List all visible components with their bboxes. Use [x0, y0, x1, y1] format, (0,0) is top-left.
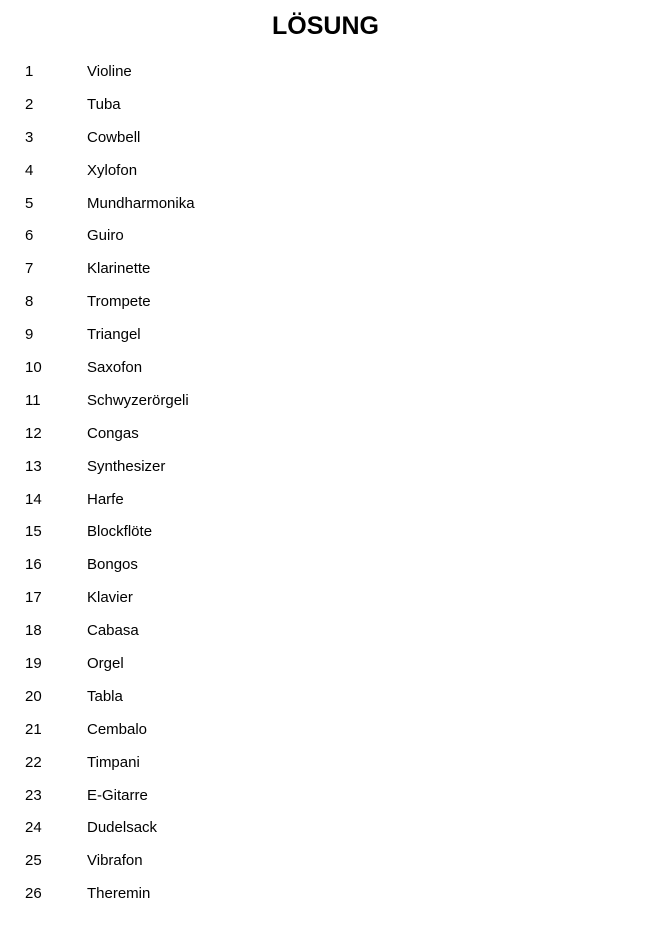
item-name: Klarinette [87, 260, 151, 278]
list-item [0, 388, 651, 421]
item-number: 19 [25, 655, 42, 673]
list-item [0, 289, 651, 322]
list-item [0, 158, 651, 191]
item-number: 21 [25, 720, 42, 738]
item-number: 6 [25, 227, 34, 245]
list-item [0, 618, 651, 651]
item-number: 16 [25, 556, 42, 574]
list-item [0, 848, 651, 881]
item-number: 22 [25, 753, 42, 771]
item-name: Orgel [87, 655, 124, 673]
list-item [0, 651, 651, 684]
item-number: 4 [25, 161, 34, 179]
item-name: Guiro [87, 227, 124, 245]
item-number: 25 [25, 852, 42, 870]
list-item [0, 684, 651, 717]
list-item [0, 355, 651, 388]
item-number: 12 [25, 424, 42, 442]
item-name: Timpani [87, 753, 140, 771]
item-name: Theremin [87, 885, 151, 903]
item-name: Vibrafon [87, 852, 143, 870]
item-name: Tabla [87, 687, 123, 705]
item-name: Dudelsack [87, 819, 158, 837]
item-number: 8 [25, 293, 34, 311]
list-item [0, 585, 651, 618]
list-item [0, 223, 651, 256]
item-number: 13 [25, 457, 42, 475]
list-item [0, 519, 651, 552]
item-number: 23 [25, 786, 42, 804]
item-name: Trompete [87, 293, 151, 311]
item-number: 9 [25, 326, 34, 344]
item-number: 1 [25, 63, 34, 80]
list-item [0, 92, 651, 125]
item-name: Saxofon [87, 359, 143, 377]
item-number: 14 [25, 490, 42, 508]
item-number: 2 [25, 95, 34, 113]
item-name: Klavier [87, 589, 133, 607]
item-name: Cembalo [87, 720, 148, 738]
item-number: 26 [25, 885, 42, 903]
list-item [0, 750, 651, 783]
item-name: Cowbell [87, 128, 141, 146]
item-number: 20 [25, 687, 42, 705]
item-name: Violine [87, 63, 132, 80]
item-number: 10 [25, 359, 42, 377]
list-item [0, 421, 651, 454]
list-item [0, 487, 651, 520]
item-name: Synthesizer [87, 457, 166, 475]
item-number: 7 [25, 260, 34, 278]
list-item [0, 256, 651, 289]
list-item [0, 191, 651, 224]
list-item [0, 322, 651, 355]
item-name: Harfe [87, 490, 124, 508]
list-item [0, 125, 651, 158]
item-number: 15 [25, 523, 42, 541]
page-title: LÖSUNG [272, 12, 379, 40]
item-name: E-Gitarre [87, 786, 148, 804]
item-name: Congas [87, 424, 139, 442]
solution-list [0, 59, 651, 914]
item-number: 11 [25, 391, 41, 409]
item-name: Schwyzerörgeli [87, 391, 189, 409]
item-name: Xylofon [87, 161, 138, 179]
list-item [0, 717, 651, 750]
list-item [0, 881, 651, 914]
item-name: Tuba [87, 95, 121, 113]
list-item [0, 552, 651, 585]
item-number: 24 [25, 819, 42, 837]
item-number: 5 [25, 194, 34, 212]
item-name: Bongos [87, 556, 138, 574]
item-name: Cabasa [87, 622, 139, 640]
list-item [0, 454, 651, 487]
list-item [0, 59, 651, 92]
item-name: Mundharmonika [87, 194, 195, 212]
item-name: Triangel [87, 326, 141, 344]
item-number: 3 [25, 128, 34, 146]
list-item [0, 815, 651, 848]
item-number: 18 [25, 622, 42, 640]
list-item [0, 783, 651, 816]
item-name: Blockflöte [87, 523, 153, 541]
item-number: 17 [25, 589, 42, 607]
